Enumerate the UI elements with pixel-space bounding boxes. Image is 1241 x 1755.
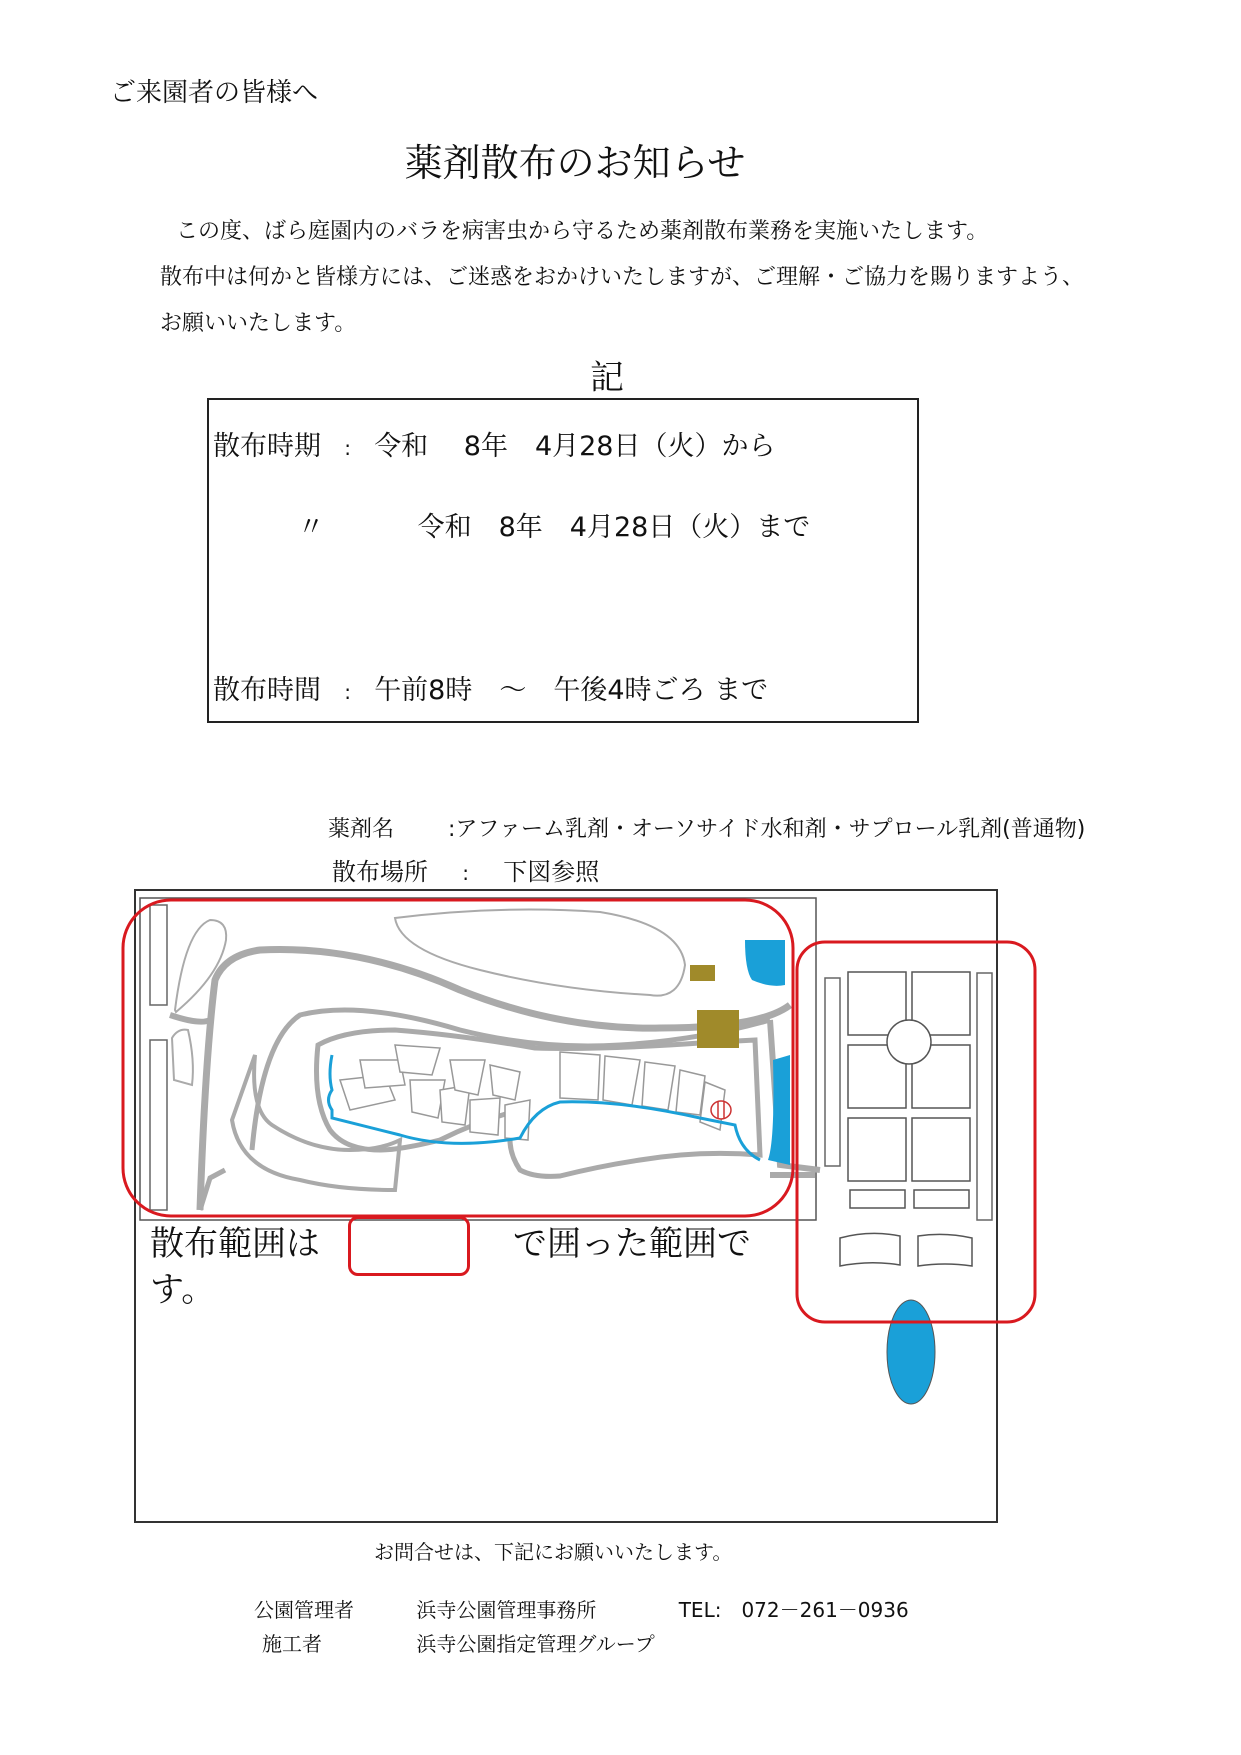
left-strip [150, 1040, 167, 1210]
fountain-circle [887, 1020, 931, 1064]
garden-path [170, 1015, 210, 1022]
page-title: 薬剤散布のお知らせ [404, 141, 746, 185]
inquiry-line: お問合せは、下記にお願いいたします。 [374, 1540, 733, 1564]
manager-line [254, 1594, 909, 1623]
period-end: 令和 8年 4月28日（火）まで [417, 512, 811, 543]
time-value: 午前8時 ～ 午後4時ごろ まで [374, 675, 769, 706]
map-note-part2: で囲った範囲で [513, 1224, 751, 1264]
lawn-area [175, 920, 226, 1012]
salutation: ご来園者の皆様へ [110, 78, 319, 108]
time-colon: : [344, 680, 351, 704]
rose-beds [340, 1045, 725, 1140]
intro-line-2: 散布中は何かと皆様方には、ご迷惑をおかけいたしますが、ご理解・ご協力を賜りますよう、 [160, 265, 1085, 290]
contractor-line [262, 1628, 655, 1657]
location-label: 散布場所 [332, 858, 428, 886]
left-strip [150, 905, 167, 1005]
intro-line-1: この度、ばら庭園内のバラを病害虫から守るため薬剤散布業務を実施いたします。 [176, 219, 989, 244]
legend-swatch [348, 1216, 470, 1276]
manager-name: 浜寺公園管理事務所 [416, 1598, 597, 1622]
manager-tel: TEL: 072－261－0936 [678, 1598, 909, 1622]
location-value: 下図参照 [503, 858, 600, 886]
building [697, 1010, 739, 1048]
formal-beds [840, 972, 972, 1266]
manager-label: 公園管理者 [254, 1598, 354, 1622]
map-note-part3: す。 [150, 1270, 216, 1310]
building [690, 965, 715, 981]
location-colon: : [462, 861, 470, 885]
agents-value: :アファーム乳剤・オーソサイド水和剤・サプロール乳剤(普通物) [448, 817, 1086, 842]
pond [887, 1300, 935, 1404]
right-strip [977, 973, 992, 1220]
fountain-ornament [711, 1101, 731, 1119]
contractor-label: 施工者 [262, 1632, 322, 1656]
map-note-part1: 散布範囲は [150, 1224, 320, 1264]
intro-line-3: お願いいたします。 [160, 311, 357, 336]
period-start: 令和 8年 4月28日（火）から [374, 431, 776, 462]
agents-label: 薬剤名 [328, 817, 395, 842]
ditto-mark: 〃 [297, 512, 325, 543]
time-label: 散布時間 [213, 675, 321, 706]
contractor-name: 浜寺公園指定管理グループ [416, 1632, 655, 1656]
period-label: 散布時期 [213, 431, 321, 462]
ki-heading: 記 [590, 358, 624, 398]
period-colon: : [344, 436, 351, 460]
pond [745, 940, 785, 986]
lawn-area [172, 1030, 193, 1085]
right-strip [825, 978, 840, 1166]
